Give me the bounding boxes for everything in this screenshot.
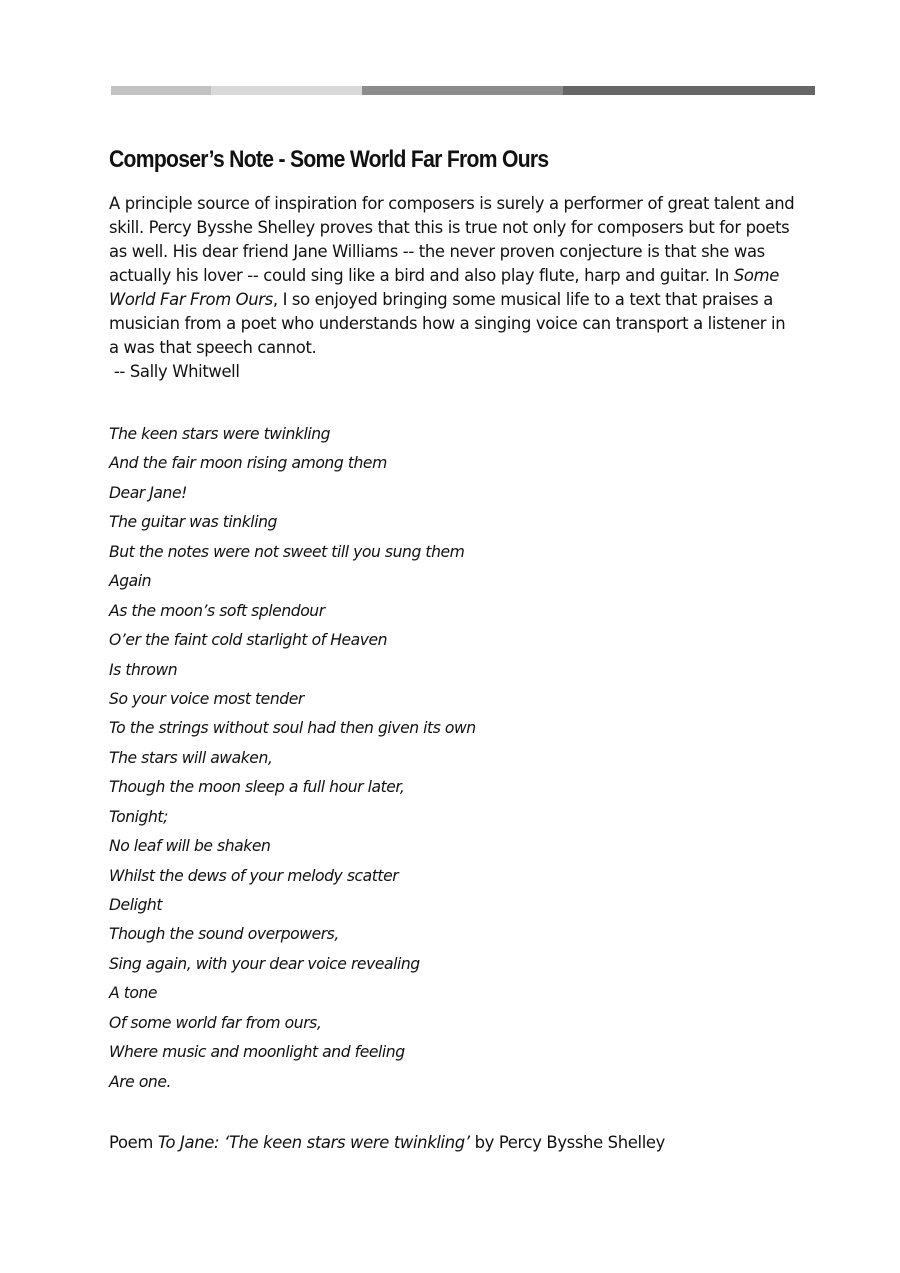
poem-line: Sing again, with your dear voice revealing bbox=[109, 954, 420, 973]
header-bar-segment bbox=[362, 86, 563, 95]
credit-suffix: by Percy Bysshe Shelley bbox=[469, 1133, 666, 1152]
poem-line: Again bbox=[109, 572, 152, 591]
poem-line: And the fair moon rising among them bbox=[109, 454, 387, 473]
poem-line: O’er the faint cold starlight of Heaven bbox=[109, 631, 388, 650]
poem-line: Though the sound overpowers, bbox=[109, 925, 339, 944]
poem-line: The guitar was tinkling bbox=[109, 513, 277, 532]
poem-line: Where music and moonlight and feeling bbox=[109, 1043, 405, 1062]
note-work-title: Some World Far From Ours bbox=[109, 266, 779, 309]
poem-line: The keen stars were twinkling bbox=[109, 425, 331, 443]
poem-line: The stars will awaken, bbox=[109, 748, 273, 767]
poem-line: No leaf will be shaken bbox=[109, 837, 271, 856]
poem-line: Dear Jane! bbox=[109, 483, 187, 502]
poem-credit bbox=[109, 1131, 665, 1155]
note-signature: -- Sally Whitwell bbox=[109, 362, 240, 381]
poem-line: Of some world far from ours, bbox=[109, 1013, 322, 1032]
poem-line: Are one. bbox=[109, 1072, 172, 1091]
poem-line: To the strings without soul had then given its own bbox=[109, 719, 476, 738]
header-color-bar bbox=[111, 86, 815, 95]
poem-line: Is thrown bbox=[109, 660, 178, 679]
header-bar-segment bbox=[111, 86, 211, 95]
poem-line: A tone bbox=[109, 984, 158, 1003]
poem-line: Delight bbox=[109, 896, 163, 914]
poem-text bbox=[109, 420, 476, 1097]
note-text-before: A principle source of inspiration for composers is surely a performer of great talent and skill. Percy Bysshe Shelley proves that this is true not only for composers but for poets as well. His dear friend Jane Williams -- the never proven conjecture is that she was actually his lover -- could sing like a bird and also play flute, harp and guitar. In bbox=[109, 194, 795, 285]
poem-line: So your voice most tender bbox=[109, 689, 304, 708]
poem-line: But the notes were not sweet till you sung them bbox=[109, 542, 465, 561]
poem-line: As the moon’s soft splendour bbox=[109, 601, 325, 620]
credit-poem-title: To Jane: ‘The keen stars were twinkling’ bbox=[157, 1133, 470, 1152]
composer-note bbox=[109, 192, 799, 360]
note-text-after: , I so enjoyed bringing some musical life to a text that praises a musician from a poet who understands how a singing voice can transport a listener in a was that speech cannot. bbox=[109, 290, 786, 357]
header-bar-segment bbox=[211, 86, 362, 95]
credit-prefix: Poem bbox=[109, 1133, 158, 1152]
poem-line: Though the moon sleep a full hour later, bbox=[109, 778, 405, 797]
poem-line: Whilst the dews of your melody scatter bbox=[109, 866, 399, 885]
header-bar-segment bbox=[563, 86, 815, 95]
poem-line: Tonight; bbox=[109, 807, 168, 826]
page-title: Composer’s Note - Some World Far From Ours bbox=[109, 146, 549, 173]
